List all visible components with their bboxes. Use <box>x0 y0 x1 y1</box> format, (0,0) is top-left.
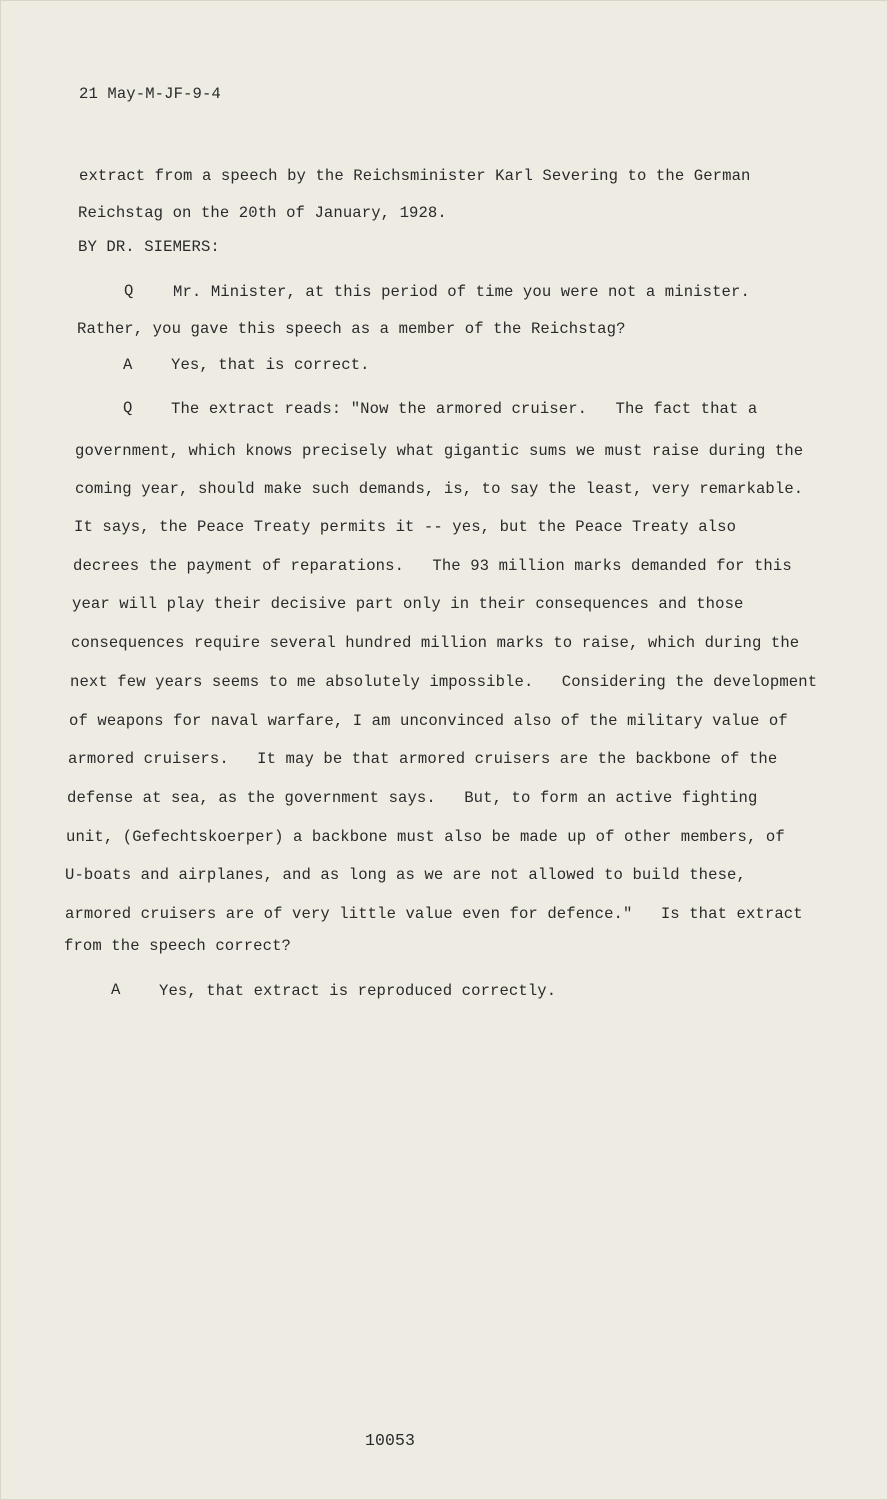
text-line: Reichstag on the 20th of January, 1928. <box>78 204 447 222</box>
text-line: coming year, should make such demands, is, to say the least, very remarkable. <box>75 480 804 498</box>
text-line: year will play their decisive part only in their consequences and those <box>72 595 744 613</box>
text-line: armored cruisers are of very little value even for defence." Is that extract <box>65 905 803 923</box>
text-line: U-boats and airplanes, and as long as we are not allowed to build these, <box>65 866 746 884</box>
text-line: Mr. Minister, at this period of time you were not a minister. <box>173 283 750 301</box>
text-line: defense at sea, as the government says. But, to form an active fighting <box>67 789 758 807</box>
document-reference: 21 May-M-JF-9-4 <box>79 85 221 103</box>
text-line: Yes, that extract is reproduced correctly. <box>159 982 557 1000</box>
text-line: extract from a speech by the Reichsminister Karl Severing to the German <box>79 167 751 185</box>
text-line: It says, the Peace Treaty permits it -- yes, but the Peace Treaty also <box>74 518 737 536</box>
text-line: decrees the payment of reparations. The 93 million marks demanded for this <box>73 557 792 575</box>
text-line: consequences require several hundred million marks to raise, which during the <box>71 634 800 652</box>
text-line: from the speech correct? <box>64 937 291 955</box>
text-line: unit, (Gefechtskoerper) a backbone must also be made up of other members, of <box>66 828 785 846</box>
speaker-label-q: Q <box>123 399 133 417</box>
examiner-heading: BY DR. SIEMERS: <box>78 238 220 256</box>
speaker-label-a: A <box>111 981 121 999</box>
text-line: The extract reads: "Now the armored cruiser. The fact that a <box>171 400 758 418</box>
text-line: next few years seems to me absolutely impossible. Considering the development <box>70 673 818 691</box>
text-line: government, which knows precisely what gigantic sums we must raise during the <box>75 442 804 460</box>
speaker-label-q: Q <box>124 282 134 300</box>
text-line: Rather, you gave this speech as a member of the Reichstag? <box>77 320 626 338</box>
text-line: Yes, that is correct. <box>171 356 370 374</box>
text-line: of weapons for naval warfare, I am unconvinced also of the military value of <box>69 712 788 730</box>
speaker-label-a: A <box>123 356 133 374</box>
text-line: armored cruisers. It may be that armored cruisers are the backbone of the <box>68 750 778 768</box>
page-number: 10053 <box>365 1431 416 1450</box>
